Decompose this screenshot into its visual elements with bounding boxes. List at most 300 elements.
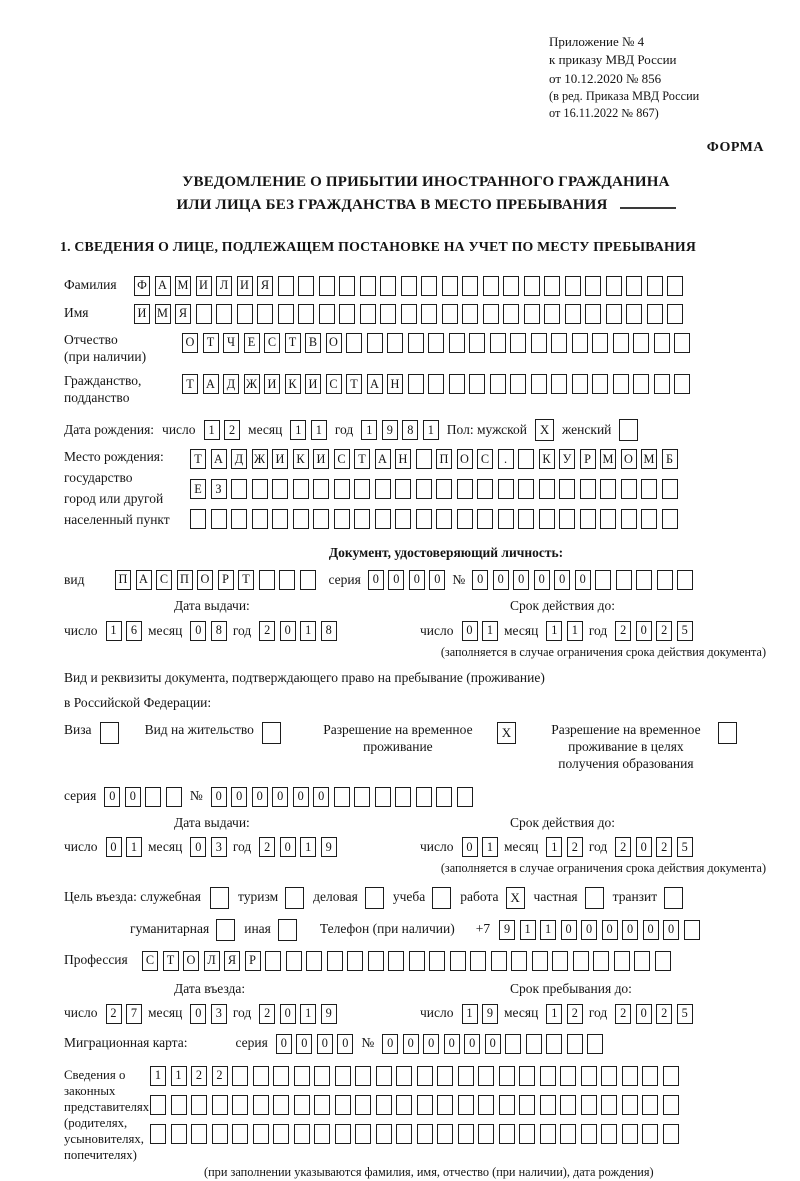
char-cell[interactable] (559, 509, 575, 529)
char-cell[interactable]: И (196, 276, 212, 296)
char-cell[interactable] (478, 1066, 494, 1086)
char-cell[interactable] (231, 509, 247, 529)
char-cell[interactable] (380, 304, 396, 324)
char-cell[interactable] (231, 479, 247, 499)
char-cell[interactable]: 9 (321, 837, 337, 857)
char-cell[interactable]: И (264, 374, 280, 394)
char-cell[interactable]: 1 (482, 621, 498, 641)
gender-male-checkbox[interactable]: X (535, 419, 554, 441)
char-cell[interactable]: 1 (567, 621, 583, 641)
char-cell[interactable] (428, 374, 444, 394)
char-cell[interactable]: 2 (656, 621, 672, 641)
char-cell[interactable]: 0 (429, 570, 445, 590)
char-cell[interactable]: 1 (361, 420, 377, 440)
char-cell[interactable] (253, 1066, 269, 1086)
char-cell[interactable]: 0 (423, 1034, 439, 1054)
char-cell[interactable] (601, 1066, 617, 1086)
char-cell[interactable] (314, 1095, 330, 1115)
char-cell[interactable]: П (177, 570, 193, 590)
char-cell[interactable]: О (182, 333, 198, 353)
char-cell[interactable]: Д (231, 449, 247, 469)
char-cell[interactable]: 9 (321, 1004, 337, 1024)
char-cell[interactable]: 0 (280, 621, 296, 641)
purpose-transit-checkbox[interactable] (664, 887, 683, 909)
char-cell[interactable]: А (155, 276, 171, 296)
char-cell[interactable]: 0 (293, 787, 309, 807)
char-cell[interactable] (565, 304, 581, 324)
char-cell[interactable] (621, 509, 637, 529)
char-cell[interactable]: 1 (126, 837, 142, 857)
char-cell[interactable] (573, 951, 589, 971)
char-cell[interactable]: 0 (462, 837, 478, 857)
char-cell[interactable] (417, 1095, 433, 1115)
char-cell[interactable]: 0 (272, 787, 288, 807)
char-cell[interactable] (469, 374, 485, 394)
purpose-business-checkbox[interactable] (365, 887, 384, 909)
char-cell[interactable] (613, 333, 629, 353)
char-cell[interactable] (417, 1124, 433, 1144)
char-cell[interactable]: С (156, 570, 172, 590)
char-cell[interactable] (477, 479, 493, 499)
char-cell[interactable]: Я (175, 304, 191, 324)
char-cell[interactable] (335, 1095, 351, 1115)
char-cell[interactable]: 5 (677, 837, 693, 857)
purpose-tourism-checkbox[interactable] (285, 887, 304, 909)
char-cell[interactable] (265, 951, 281, 971)
char-cell[interactable] (462, 276, 478, 296)
char-cell[interactable]: 7 (126, 1004, 142, 1024)
char-cell[interactable]: Р (580, 449, 596, 469)
char-cell[interactable] (298, 304, 314, 324)
char-cell[interactable] (437, 1066, 453, 1086)
char-cell[interactable]: 0 (296, 1034, 312, 1054)
char-cell[interactable]: Т (238, 570, 254, 590)
char-cell[interactable] (416, 509, 432, 529)
char-cell[interactable]: 0 (280, 1004, 296, 1024)
char-cell[interactable]: 5 (677, 621, 693, 641)
char-cell[interactable]: Я (224, 951, 240, 971)
char-cell[interactable] (212, 1124, 228, 1144)
char-cell[interactable]: Н (395, 449, 411, 469)
char-cell[interactable] (458, 1066, 474, 1086)
char-cell[interactable]: 1 (150, 1066, 166, 1086)
char-cell[interactable]: 0 (636, 621, 652, 641)
char-cell[interactable]: 8 (321, 621, 337, 641)
char-cell[interactable]: Ж (244, 374, 260, 394)
char-cell[interactable] (416, 479, 432, 499)
char-cell[interactable]: О (457, 449, 473, 469)
char-cell[interactable] (585, 276, 601, 296)
char-cell[interactable] (483, 276, 499, 296)
char-cell[interactable] (539, 479, 555, 499)
char-cell[interactable] (294, 1124, 310, 1144)
char-cell[interactable] (662, 479, 678, 499)
char-cell[interactable]: 2 (259, 837, 275, 857)
char-cell[interactable]: О (621, 449, 637, 469)
char-cell[interactable] (421, 276, 437, 296)
char-cell[interactable] (606, 304, 622, 324)
char-cell[interactable] (171, 1095, 187, 1115)
char-cell[interactable]: 0 (403, 1034, 419, 1054)
char-cell[interactable] (478, 1124, 494, 1144)
char-cell[interactable] (212, 1095, 228, 1115)
char-cell[interactable] (375, 509, 391, 529)
char-cell[interactable]: 8 (402, 420, 418, 440)
char-cell[interactable]: 1 (546, 621, 562, 641)
char-cell[interactable] (567, 1034, 583, 1054)
char-cell[interactable] (593, 951, 609, 971)
char-cell[interactable] (253, 1124, 269, 1144)
char-cell[interactable]: 1 (300, 621, 316, 641)
char-cell[interactable] (601, 1124, 617, 1144)
char-cell[interactable]: 1 (462, 1004, 478, 1024)
char-cell[interactable]: И (305, 374, 321, 394)
char-cell[interactable] (647, 304, 663, 324)
char-cell[interactable]: 1 (171, 1066, 187, 1086)
char-cell[interactable]: 2 (191, 1066, 207, 1086)
char-cell[interactable]: 2 (615, 837, 631, 857)
char-cell[interactable] (354, 787, 370, 807)
char-cell[interactable]: . (498, 449, 514, 469)
char-cell[interactable] (560, 1066, 576, 1086)
char-cell[interactable] (396, 1095, 412, 1115)
char-cell[interactable]: 0 (337, 1034, 353, 1054)
char-cell[interactable] (395, 509, 411, 529)
char-cell[interactable] (600, 509, 616, 529)
char-cell[interactable] (437, 1095, 453, 1115)
purpose-official-checkbox[interactable] (210, 887, 229, 909)
char-cell[interactable]: 2 (259, 621, 275, 641)
char-cell[interactable] (585, 304, 601, 324)
char-cell[interactable] (298, 276, 314, 296)
purpose-humanitarian-checkbox[interactable] (216, 919, 235, 941)
char-cell[interactable] (592, 333, 608, 353)
char-cell[interactable] (273, 1124, 289, 1144)
char-cell[interactable] (449, 333, 465, 353)
char-cell[interactable] (592, 374, 608, 394)
char-cell[interactable] (524, 304, 540, 324)
char-cell[interactable]: К (539, 449, 555, 469)
char-cell[interactable] (416, 787, 432, 807)
char-cell[interactable]: А (203, 374, 219, 394)
char-cell[interactable]: 0 (493, 570, 509, 590)
char-cell[interactable]: Б (662, 449, 678, 469)
char-cell[interactable]: У (559, 449, 575, 469)
char-cell[interactable] (216, 304, 232, 324)
char-cell[interactable] (498, 509, 514, 529)
char-cell[interactable] (273, 1095, 289, 1115)
char-cell[interactable] (354, 479, 370, 499)
char-cell[interactable] (196, 304, 212, 324)
char-cell[interactable]: 2 (224, 420, 240, 440)
char-cell[interactable]: 0 (368, 570, 384, 590)
char-cell[interactable]: И (313, 449, 329, 469)
char-cell[interactable] (436, 787, 452, 807)
char-cell[interactable] (272, 509, 288, 529)
char-cell[interactable] (171, 1124, 187, 1144)
char-cell[interactable] (572, 333, 588, 353)
char-cell[interactable]: Т (163, 951, 179, 971)
char-cell[interactable]: 0 (211, 787, 227, 807)
char-cell[interactable]: 1 (546, 837, 562, 857)
char-cell[interactable] (278, 276, 294, 296)
char-cell[interactable] (395, 787, 411, 807)
char-cell[interactable]: Р (245, 951, 261, 971)
char-cell[interactable] (490, 374, 506, 394)
char-cell[interactable]: С (264, 333, 280, 353)
char-cell[interactable]: 0 (190, 621, 206, 641)
char-cell[interactable]: 0 (513, 570, 529, 590)
char-cell[interactable]: 1 (520, 920, 536, 940)
char-cell[interactable] (449, 374, 465, 394)
char-cell[interactable] (436, 509, 452, 529)
char-cell[interactable] (458, 1124, 474, 1144)
char-cell[interactable] (442, 276, 458, 296)
char-cell[interactable] (654, 374, 670, 394)
char-cell[interactable]: А (375, 449, 391, 469)
char-cell[interactable] (657, 570, 673, 590)
char-cell[interactable] (470, 951, 486, 971)
char-cell[interactable] (546, 1034, 562, 1054)
char-cell[interactable] (503, 276, 519, 296)
char-cell[interactable]: 0 (534, 570, 550, 590)
char-cell[interactable] (334, 479, 350, 499)
char-cell[interactable] (544, 304, 560, 324)
char-cell[interactable] (636, 570, 652, 590)
char-cell[interactable] (621, 479, 637, 499)
char-cell[interactable]: Т (354, 449, 370, 469)
char-cell[interactable] (396, 1066, 412, 1086)
char-cell[interactable] (674, 333, 690, 353)
char-cell[interactable] (279, 570, 295, 590)
char-cell[interactable]: В (305, 333, 321, 353)
char-cell[interactable]: 1 (311, 420, 327, 440)
char-cell[interactable] (442, 304, 458, 324)
char-cell[interactable] (614, 951, 630, 971)
char-cell[interactable] (396, 1124, 412, 1144)
char-cell[interactable] (409, 951, 425, 971)
char-cell[interactable]: С (334, 449, 350, 469)
char-cell[interactable] (667, 276, 683, 296)
char-cell[interactable] (293, 509, 309, 529)
char-cell[interactable] (469, 333, 485, 353)
char-cell[interactable] (499, 1066, 515, 1086)
residence-permit-checkbox[interactable] (262, 722, 281, 744)
char-cell[interactable] (335, 1066, 351, 1086)
char-cell[interactable]: 0 (472, 570, 488, 590)
char-cell[interactable]: 0 (444, 1034, 460, 1054)
char-cell[interactable] (278, 304, 294, 324)
char-cell[interactable]: Т (190, 449, 206, 469)
char-cell[interactable] (477, 509, 493, 529)
char-cell[interactable] (587, 1034, 603, 1054)
char-cell[interactable] (642, 1066, 658, 1086)
char-cell[interactable]: 1 (300, 837, 316, 857)
char-cell[interactable] (499, 1124, 515, 1144)
char-cell[interactable] (503, 304, 519, 324)
char-cell[interactable]: 0 (636, 837, 652, 857)
char-cell[interactable] (524, 276, 540, 296)
char-cell[interactable] (319, 276, 335, 296)
char-cell[interactable]: Ч (223, 333, 239, 353)
char-cell[interactable]: Л (204, 951, 220, 971)
char-cell[interactable] (436, 479, 452, 499)
char-cell[interactable] (572, 374, 588, 394)
char-cell[interactable] (663, 1124, 679, 1144)
char-cell[interactable] (457, 509, 473, 529)
char-cell[interactable]: 0 (231, 787, 247, 807)
char-cell[interactable]: 0 (643, 920, 659, 940)
char-cell[interactable]: М (600, 449, 616, 469)
char-cell[interactable]: К (293, 449, 309, 469)
char-cell[interactable] (166, 787, 182, 807)
char-cell[interactable]: И (134, 304, 150, 324)
char-cell[interactable] (232, 1066, 248, 1086)
char-cell[interactable] (505, 1034, 521, 1054)
char-cell[interactable] (642, 1124, 658, 1144)
char-cell[interactable] (190, 509, 206, 529)
char-cell[interactable] (327, 951, 343, 971)
char-cell[interactable] (478, 1095, 494, 1115)
char-cell[interactable] (641, 509, 657, 529)
char-cell[interactable] (580, 509, 596, 529)
char-cell[interactable] (145, 787, 161, 807)
char-cell[interactable] (293, 479, 309, 499)
char-cell[interactable] (416, 449, 432, 469)
char-cell[interactable]: 0 (554, 570, 570, 590)
char-cell[interactable] (622, 1095, 638, 1115)
char-cell[interactable] (273, 1066, 289, 1086)
char-cell[interactable] (417, 1066, 433, 1086)
char-cell[interactable] (191, 1124, 207, 1144)
char-cell[interactable]: П (115, 570, 131, 590)
char-cell[interactable] (663, 1095, 679, 1115)
char-cell[interactable] (191, 1095, 207, 1115)
char-cell[interactable] (518, 449, 534, 469)
char-cell[interactable]: 0 (382, 1034, 398, 1054)
char-cell[interactable]: О (197, 570, 213, 590)
char-cell[interactable] (232, 1124, 248, 1144)
char-cell[interactable]: 1 (300, 1004, 316, 1024)
char-cell[interactable]: 2 (567, 837, 583, 857)
char-cell[interactable] (313, 509, 329, 529)
char-cell[interactable] (334, 787, 350, 807)
purpose-private-checkbox[interactable] (585, 887, 604, 909)
char-cell[interactable] (150, 1124, 166, 1144)
char-cell[interactable] (150, 1095, 166, 1115)
char-cell[interactable]: 0 (636, 1004, 652, 1024)
char-cell[interactable]: 0 (409, 570, 425, 590)
char-cell[interactable]: И (272, 449, 288, 469)
char-cell[interactable] (677, 570, 693, 590)
char-cell[interactable] (601, 1095, 617, 1115)
char-cell[interactable] (491, 951, 507, 971)
char-cell[interactable] (401, 304, 417, 324)
char-cell[interactable] (355, 1124, 371, 1144)
char-cell[interactable] (259, 570, 275, 590)
char-cell[interactable] (544, 276, 560, 296)
char-cell[interactable]: 2 (212, 1066, 228, 1086)
char-cell[interactable] (510, 333, 526, 353)
char-cell[interactable]: Ф (134, 276, 150, 296)
char-cell[interactable]: 0 (602, 920, 618, 940)
char-cell[interactable] (633, 374, 649, 394)
char-cell[interactable]: 0 (190, 1004, 206, 1024)
char-cell[interactable]: 9 (482, 1004, 498, 1024)
char-cell[interactable]: 1 (482, 837, 498, 857)
char-cell[interactable]: 0 (106, 837, 122, 857)
char-cell[interactable]: З (211, 479, 227, 499)
char-cell[interactable] (428, 333, 444, 353)
char-cell[interactable]: 0 (104, 787, 120, 807)
char-cell[interactable]: 6 (126, 621, 142, 641)
purpose-other-checkbox[interactable] (278, 919, 297, 941)
char-cell[interactable] (462, 304, 478, 324)
char-cell[interactable] (663, 1066, 679, 1086)
char-cell[interactable] (375, 787, 391, 807)
char-cell[interactable]: Н (387, 374, 403, 394)
gender-female-checkbox[interactable] (619, 419, 638, 441)
char-cell[interactable] (616, 570, 632, 590)
char-cell[interactable]: Я (257, 276, 273, 296)
char-cell[interactable]: 0 (190, 837, 206, 857)
char-cell[interactable]: 2 (567, 1004, 583, 1024)
char-cell[interactable] (642, 1095, 658, 1115)
char-cell[interactable] (335, 1124, 351, 1144)
char-cell[interactable] (667, 304, 683, 324)
char-cell[interactable] (519, 1066, 535, 1086)
char-cell[interactable] (237, 304, 253, 324)
char-cell[interactable]: 8 (211, 621, 227, 641)
char-cell[interactable]: Е (190, 479, 206, 499)
char-cell[interactable] (347, 951, 363, 971)
char-cell[interactable] (387, 333, 403, 353)
char-cell[interactable] (641, 479, 657, 499)
char-cell[interactable] (314, 1066, 330, 1086)
char-cell[interactable] (354, 509, 370, 529)
char-cell[interactable] (376, 1124, 392, 1144)
char-cell[interactable]: Л (216, 276, 232, 296)
char-cell[interactable] (622, 1066, 638, 1086)
char-cell[interactable]: 0 (252, 787, 268, 807)
char-cell[interactable] (339, 276, 355, 296)
char-cell[interactable] (457, 479, 473, 499)
char-cell[interactable]: 9 (382, 420, 398, 440)
char-cell[interactable]: 2 (259, 1004, 275, 1024)
char-cell[interactable] (294, 1095, 310, 1115)
char-cell[interactable]: 5 (677, 1004, 693, 1024)
char-cell[interactable] (313, 479, 329, 499)
char-cell[interactable] (600, 479, 616, 499)
char-cell[interactable]: 3 (211, 1004, 227, 1024)
char-cell[interactable] (437, 1124, 453, 1144)
char-cell[interactable]: 1 (423, 420, 439, 440)
char-cell[interactable] (388, 951, 404, 971)
char-cell[interactable] (560, 1095, 576, 1115)
char-cell[interactable]: Д (223, 374, 239, 394)
char-cell[interactable]: 1 (290, 420, 306, 440)
char-cell[interactable]: 1 (106, 621, 122, 641)
char-cell[interactable] (257, 304, 273, 324)
char-cell[interactable] (626, 276, 642, 296)
char-cell[interactable] (606, 276, 622, 296)
char-cell[interactable]: М (641, 449, 657, 469)
char-cell[interactable] (346, 333, 362, 353)
char-cell[interactable]: Т (182, 374, 198, 394)
char-cell[interactable] (626, 304, 642, 324)
char-cell[interactable]: К (285, 374, 301, 394)
char-cell[interactable]: С (477, 449, 493, 469)
